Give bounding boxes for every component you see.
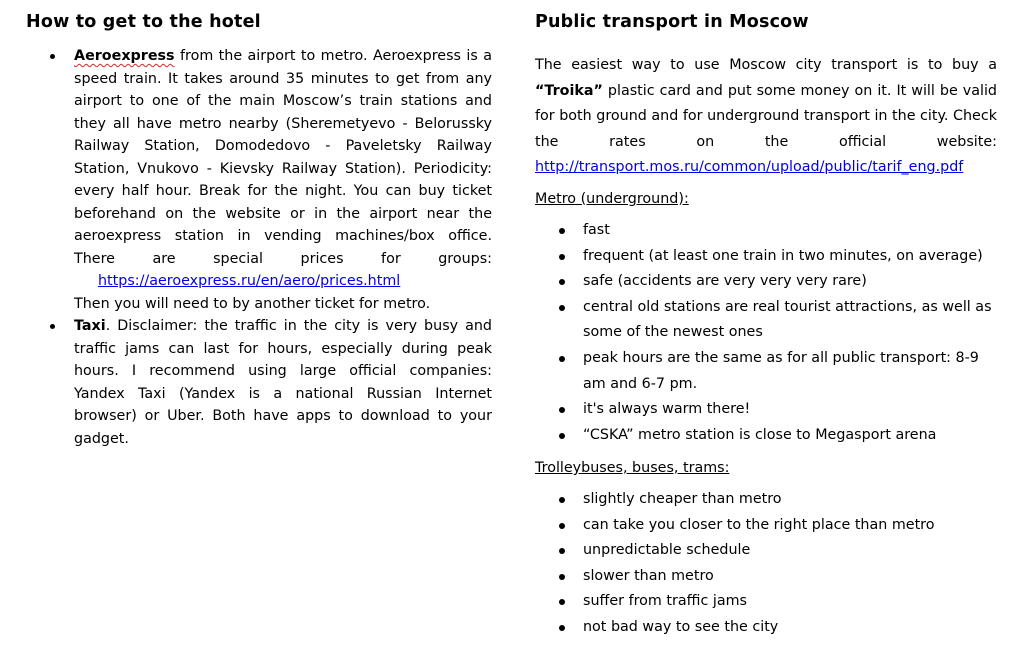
bullet-icon (559, 548, 565, 554)
ground-feature: can take you closer to the right place than metro (535, 513, 1001, 539)
bullet-icon (559, 433, 565, 439)
metro-features-list (535, 218, 1001, 448)
public-transport-title: Public transport in Moscow (535, 12, 809, 32)
rates-link[interactable]: http://transport.mos.ru/common/upload/public/tarif_eng.pdf (535, 159, 964, 176)
ground-feature: unpredictable schedule (535, 538, 1001, 564)
directions-list (26, 45, 492, 450)
bullet-icon (559, 279, 565, 285)
list-item-aeroexpress (26, 45, 492, 315)
bullet-icon (559, 305, 565, 311)
bullet-icon (559, 625, 565, 631)
troika-card-name: “Troika” (535, 82, 603, 99)
hotel-directions-title: How to get to the hotel (26, 12, 261, 32)
ground-feature: not bad way to see the city (535, 615, 1001, 641)
metro-feature: safe (accidents are very very very rare) (535, 269, 1001, 295)
aeroexpress-metro-note: Then you will need to by another ticket for metro. (74, 295, 431, 312)
bullet-icon (559, 254, 565, 260)
bullet-icon (559, 228, 565, 234)
bullet-icon (559, 523, 565, 529)
metro-feature: it's always warm there! (535, 397, 1001, 423)
ground-feature: slower than metro (535, 564, 1001, 590)
ground-transport-list (535, 487, 1001, 641)
aeroexpress-description: from the airport to metro. Aeroexpress is a speed train. It takes around 35 minutes to get from any airport to one of the main Moscow’s train stations and they all have metro nearby (Sheremetyevo - Belorussky Railway Station, Domodedovo - Paveletsky Railway Station, Vnukovo - Kievsky Railway Station). Periodicity: every half hour. Break for the night. You can buy ticket beforehand on the website or in the airport near the aeroexpress station in vending machines/box office. There are special prices for groups: (74, 48, 492, 267)
ground-transport-heading: Trolleybuses, buses, trams: (535, 460, 730, 476)
bullet-icon (50, 324, 55, 329)
ground-feature: slightly cheaper than metro (535, 487, 1001, 513)
aeroexpress-prices-link[interactable]: https://aeroexpress.ru/en/aero/prices.html (98, 273, 401, 289)
bullet-icon (559, 407, 565, 413)
metro-heading: Metro (underground): (535, 191, 689, 207)
aeroexpress-paragraph (74, 45, 492, 293)
list-item-taxi (26, 315, 492, 450)
metro-feature: fast (535, 218, 1001, 244)
bullet-icon (559, 356, 565, 362)
taxi-label: Taxi (74, 318, 106, 334)
bullet-icon (559, 574, 565, 580)
bullet-icon (559, 599, 565, 605)
bullet-icon (50, 54, 55, 59)
metro-feature: “CSKA” metro station is close to Megasport arena (535, 423, 1001, 449)
metro-feature: central old stations are real tourist attractions, as well as some of the newest ones (535, 295, 1001, 346)
metro-feature: peak hours are the same as for all public transport: 8-9 am and 6-7 pm. (535, 346, 1001, 397)
aeroexpress-label: Aeroexpress (74, 48, 175, 64)
bullet-icon (559, 497, 565, 503)
intro-text-start: The easiest way to use Moscow city transport is to buy a (535, 57, 997, 73)
taxi-paragraph (74, 315, 492, 450)
taxi-description: . Disclaimer: the traffic in the city is very busy and traffic jams can last for hours, especially during peak hours. I recommend using large official companies: Yandex Taxi (Yandex is a national Russian Internet browser) or Uber. Both have apps to download to your gadget. (74, 318, 492, 447)
intro-text-end: plastic card and put some money on it. It will be valid for both ground and for underground transport in the city. Check the rates on the official website: (535, 82, 997, 150)
ground-feature: suffer from traffic jams (535, 589, 1001, 615)
metro-feature: frequent (at least one train in two minutes, on average) (535, 244, 1001, 270)
transport-intro (535, 53, 997, 181)
